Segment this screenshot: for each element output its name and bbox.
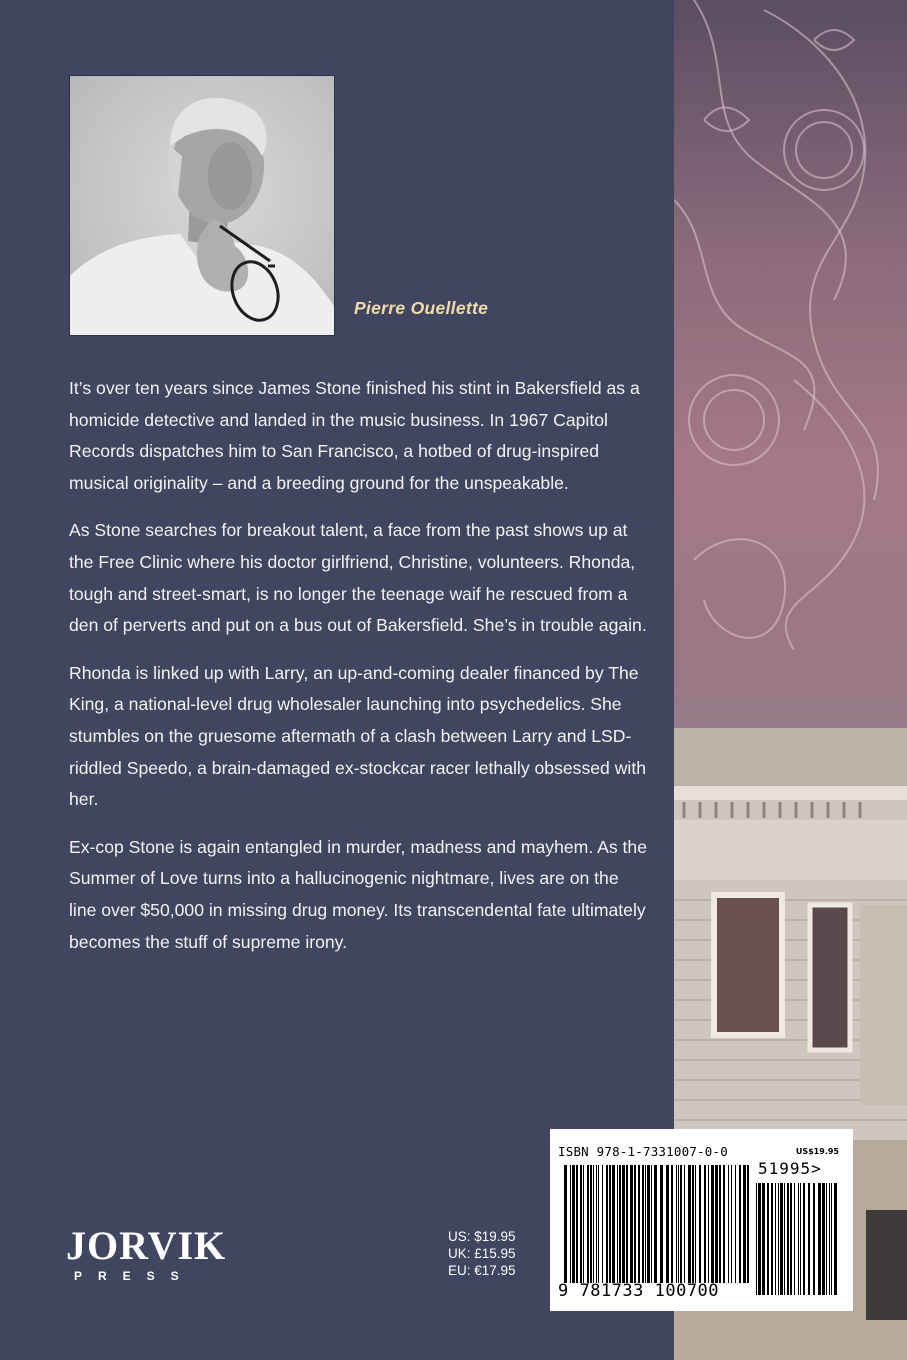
blurb-paragraph: As Stone searches for breakout talent, a face from the past shows up at the Free Clinic where his doctor girlfriend, Christine, volunteers. Rhonda, tough and street-smart, is no longer the teenage waif he rescued from a den of perverts and put on a bus out of Bakersfield. She’s in trouble again. — [69, 520, 647, 636]
barcode-digits: 9 781733 100700 — [558, 1281, 720, 1301]
barcode-addon-digits: 51995> — [758, 1159, 822, 1178]
price-us: US: $19.95 — [448, 1229, 516, 1244]
isbn-barcode — [550, 1129, 853, 1311]
publisher-name: JORVIK — [66, 1223, 227, 1268]
barcode-addon-bars — [756, 1183, 840, 1295]
publisher-logo — [66, 1223, 227, 1284]
blurb-paragraph: Rhonda is linked up with Larry, an up-and-coming dealer financed by The King, a national-level drug wholesaler launching into psychedelics. She stumbles on the gruesome aftermath of a clash between Larry and LSD-riddled Speedo, a brain-damaged ex-stockcar racer lethally obsessed with her. — [69, 662, 646, 810]
publisher-sub: PRESS — [74, 1269, 195, 1283]
price-list — [448, 1228, 516, 1279]
price-uk: UK: £15.95 — [448, 1246, 516, 1261]
blurb-paragraph: Ex-cop Stone is again entangled in murder, madness and mayhem. As the Summer of Love turns into a hallucinogenic nightmare, lives are on the line over $50,000 in missing drug money. Its transcendental fate ultimately becomes the stuff of supreme irony. — [69, 836, 647, 952]
blurb-paragraph: It’s over ten years since James Stone finished his stint in Bakersfield as a homicide detective and landed in the music business. In 1967 Capitol Records dispatches him to San Francisco, a hotbed of drug-inspired musical originality – and a breeding ground for the unspeakable. — [69, 378, 640, 493]
barcode-price-code: US$19.95 — [795, 1147, 839, 1156]
isbn-label: ISBN 978-1-7331007-0-0 — [558, 1144, 728, 1159]
back-cover-blurb — [69, 373, 649, 974]
author-name: Pierre Ouellette — [354, 298, 489, 318]
barcode-bars — [564, 1165, 752, 1283]
price-eu: EU: €17.95 — [448, 1263, 516, 1278]
author-photo — [69, 75, 335, 336]
author-portrait-illustration — [70, 76, 334, 335]
